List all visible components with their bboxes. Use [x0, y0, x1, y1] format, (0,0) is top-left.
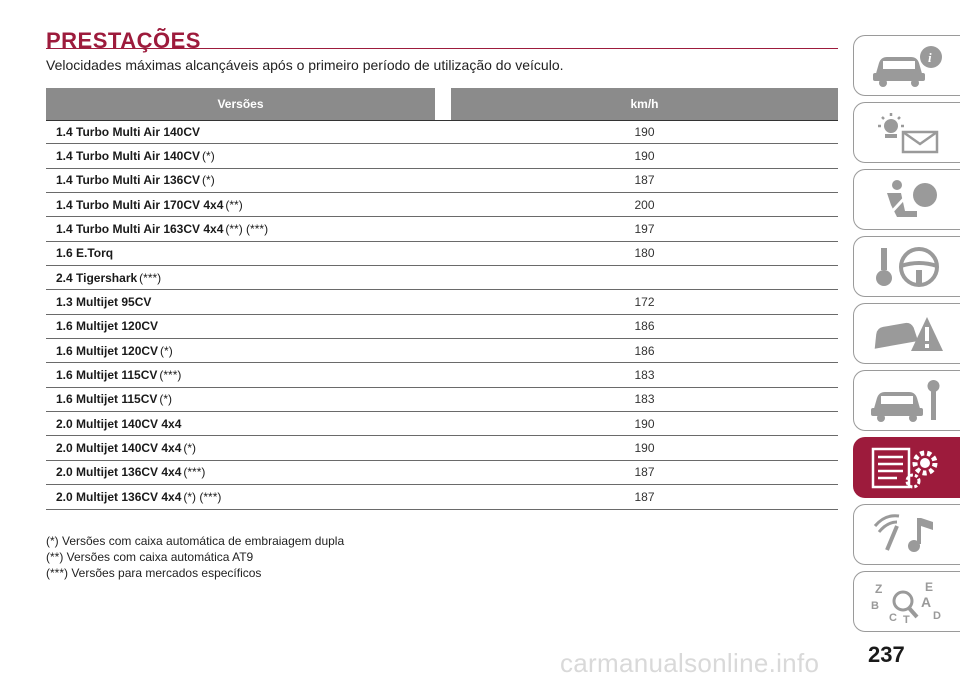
- table-body: [46, 120, 838, 510]
- table-row: [46, 315, 838, 339]
- alphabetical-index-icon: [867, 579, 947, 625]
- version-note: (*): [160, 343, 173, 358]
- performance-table: [46, 88, 838, 510]
- version-name: 2.0 Multijet 136CV 4x4: [56, 489, 182, 504]
- speed-cell: 180: [634, 246, 655, 261]
- version-note: (***): [139, 270, 162, 285]
- version-name: 1.3 Multijet 95CV: [56, 295, 152, 310]
- chapter-tab-emergency[interactable]: [853, 303, 960, 364]
- warning-lights-message-icon: [867, 110, 947, 156]
- table-row: [46, 363, 838, 387]
- table-row: [46, 388, 838, 412]
- speed-cell: 190: [634, 149, 655, 164]
- version-note: (*): [183, 441, 197, 456]
- version-note: (*): [159, 392, 173, 407]
- section-title: PRESTAÇÕES: [46, 28, 201, 53]
- svg-text:T: T: [903, 613, 910, 625]
- version-cell: [46, 441, 451, 455]
- version-name: 1.4 Turbo Multi Air 170CV 4x4: [56, 197, 224, 212]
- version-name: 2.0 Multijet 140CV 4x4: [56, 441, 182, 456]
- multimedia-icon: [867, 512, 947, 558]
- column-header-versions: Versões: [46, 88, 435, 120]
- chapter-tab-car-info[interactable]: [853, 35, 960, 96]
- footnote: (**) Versões com caixa automática AT9: [46, 550, 254, 564]
- svg-text:C: C: [889, 611, 897, 624]
- version-name: 1.6 Multijet 120CV: [56, 319, 159, 334]
- car-info-icon: [867, 43, 947, 89]
- table-row: [46, 485, 838, 509]
- version-name: 2.0 Multijet 140CV 4x4: [56, 416, 182, 431]
- speed-cell: 187: [634, 173, 655, 188]
- footnotes: [46, 533, 344, 581]
- table-row: [46, 412, 838, 436]
- table-row: [46, 436, 838, 460]
- svg-text:Z: Z: [875, 581, 883, 596]
- speed-cell: 190: [634, 441, 655, 456]
- version-cell: [46, 490, 451, 504]
- chapter-tab-safety[interactable]: [853, 169, 960, 230]
- version-name: 1.4 Turbo Multi Air 140CV: [56, 149, 201, 164]
- speed-cell: 187: [634, 489, 655, 504]
- table-row: [46, 461, 838, 485]
- version-name: 2.0 Multijet 136CV 4x4: [56, 465, 182, 480]
- table-row: [46, 242, 838, 266]
- table-row: [46, 193, 838, 217]
- version-name: 1.4 Turbo Multi Air 163CV 4x4: [56, 222, 224, 237]
- version-cell: [46, 149, 451, 163]
- speed-cell: 200: [634, 197, 655, 212]
- version-name: 1.4 Turbo Multi Air 140CV: [56, 125, 201, 140]
- footnote: (***) Versões para mercados específicos: [46, 566, 262, 580]
- version-cell: [46, 368, 451, 382]
- speed-cell: 190: [634, 416, 655, 431]
- version-note: (**): [225, 197, 243, 212]
- version-cell: [46, 271, 451, 285]
- technical-data-icon: [867, 445, 947, 491]
- version-note: (*): [202, 149, 215, 164]
- chapter-tab-warning-lights[interactable]: [853, 102, 960, 163]
- speed-cell: 183: [634, 392, 655, 407]
- version-note: (*) (***): [183, 489, 222, 504]
- version-name: 1.6 Multijet 120CV: [56, 343, 159, 358]
- title-divider: [46, 48, 838, 49]
- table-row: [46, 120, 838, 144]
- speed-cell: 197: [634, 222, 655, 237]
- chapter-tab-maintenance[interactable]: [853, 370, 960, 431]
- header-gap: [435, 88, 451, 120]
- watermark: carmanualsonline.info: [560, 648, 820, 678]
- version-cell: [46, 246, 451, 260]
- version-cell: [46, 173, 451, 187]
- version-name: 2.4 Tigershark: [56, 270, 138, 285]
- chapter-tab-starting[interactable]: [853, 236, 960, 297]
- chapter-tab-multimedia[interactable]: [853, 504, 960, 565]
- version-cell: [46, 295, 451, 309]
- version-cell: [46, 319, 451, 333]
- speed-cell: 187: [634, 465, 655, 480]
- table-row: [46, 339, 838, 363]
- version-cell: [46, 198, 451, 212]
- speed-cell: 172: [634, 295, 655, 310]
- version-cell: [46, 222, 451, 236]
- svg-text:E: E: [925, 579, 934, 594]
- svg-text:D: D: [933, 609, 941, 622]
- column-header-kmh: km/h: [451, 88, 838, 120]
- table-row: [46, 290, 838, 314]
- version-note: (***): [183, 465, 206, 480]
- version-note: (**) (***): [225, 222, 269, 237]
- page-number: 237: [868, 642, 905, 667]
- footnote: (*) Versões com caixa automática de embraiagem dupla: [46, 534, 345, 548]
- version-cell: [46, 125, 451, 139]
- table-row: [46, 217, 838, 241]
- svg-text:A: A: [921, 593, 932, 610]
- version-name: 1.6 Multijet 115CV: [56, 392, 158, 407]
- version-cell: [46, 417, 451, 431]
- seat-airbag-icon: [867, 177, 947, 223]
- car-maintenance-icon: [867, 378, 947, 424]
- speed-cell: 190: [634, 125, 655, 140]
- svg-text:B: B: [871, 599, 879, 612]
- table-row: [46, 266, 838, 290]
- version-name: 1.4 Turbo Multi Air 136CV: [56, 173, 201, 188]
- table-row: [46, 169, 838, 193]
- version-cell: [46, 392, 451, 406]
- section-subtitle: Velocidades máximas alcançáveis após o primeiro período de utilização do veículo.: [46, 57, 564, 73]
- speed-cell: 183: [634, 368, 655, 383]
- table-header: [46, 88, 838, 120]
- speed-cell: 186: [634, 343, 655, 358]
- chapter-tab-technical-data[interactable]: [853, 437, 960, 498]
- version-cell: [46, 344, 451, 358]
- key-steering-wheel-icon: [867, 244, 947, 290]
- version-name: 1.6 E.Torq: [56, 246, 114, 261]
- version-note: (***): [159, 368, 182, 383]
- version-note: (*): [202, 173, 215, 188]
- speed-cell: 186: [634, 319, 655, 334]
- version-cell: [46, 465, 451, 479]
- car-emergency-icon: [867, 311, 947, 357]
- svg-text:i: i: [928, 49, 932, 65]
- table-row: [46, 144, 838, 168]
- version-name: 1.6 Multijet 115CV: [56, 368, 158, 383]
- chapter-tab-index[interactable]: [853, 571, 960, 632]
